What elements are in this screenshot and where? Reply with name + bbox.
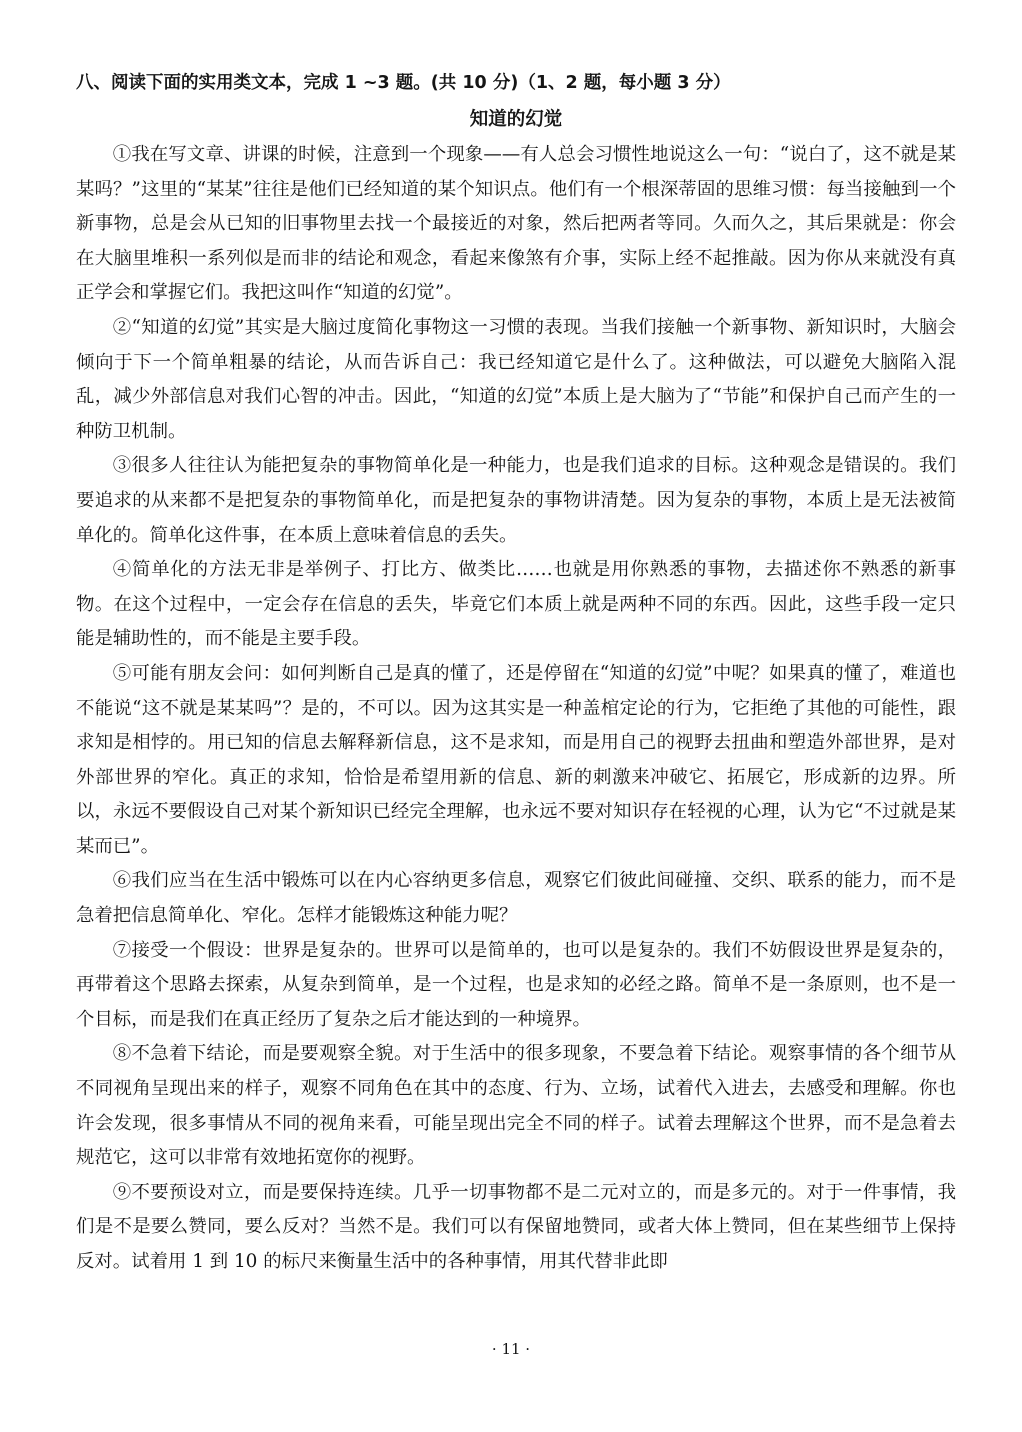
exam-page [76,70,956,1280]
page-number: · 11 · [491,1340,531,1358]
paragraph-6: ⑥我们应当在生活中锻炼可以在内心容纳更多信息，观察它们彼此间碰撞、交织、联系的能力，而不是急着把信息简单化、窄化。怎样才能锻炼这种能力呢？ [76,870,956,927]
article-body [76,138,956,1280]
paragraph-7: ⑦接受一个假设：世界是复杂的。世界可以是简单的，也可以是复杂的。我们不妨假设世界是复杂的，再带着这个思路去探索，从复杂到简单，是一个过程，也是求知的必经之路。简单不是一条原则，也不是一个目标，而是我们在真正经历了复杂之后才能达到的一种境界。 [76,939,956,1030]
article-title: 知道的幻觉 [469,109,563,130]
paragraph-9: ⑨不要预设对立，而是要保持连续。几乎一切事物都不是二元对立的，而是多元的。对于一件事情，我们是不是要么赞同，要么反对？当然不是。我们可以有保留地赞同，或者大体上赞同，但在某些细节上保持反对。试着用 1 到 10 的标尺来衡量生活中的各种事情，用其代替非此即 [76,1181,956,1272]
section-heading: 八、阅读下面的实用类文本，完成 1 ~3 题。(共 10 分)（1、2 题，每小题 3 分） [76,73,731,93]
paragraph-3: ③很多人往往认为能把复杂的事物简单化是一种能力，也是我们追求的目标。这种观念是错误的。我们要追求的从来都不是把复杂的事物简单化，而是把复杂的事物讲清楚。因为复杂的事物，本质上是无法被简单化的。简单化这件事，在本质上意味着信息的丢失。 [76,455,956,546]
paragraph-2: ②“知道的幻觉”其实是大脑过度简化事物这一习惯的表现。当我们接触一个新事物、新知识时，大脑会倾向于下一个简单粗暴的结论，从而告诉自己：我已经知道它是什么了。这种做法，可以避免大脑陷入混乱，减少外部信息对我们心智的冲击。因此，“知道的幻觉”本质上是大脑为了“节能”和保护自己而产生的一种防卫机制。 [76,316,956,442]
paragraph-1: ①我在写文章、讲课的时候，注意到一个现象——有人总会习惯性地说这么一句：“说白了，这不就是某某吗？”这里的“某某”往往是他们已经知道的某个知识点。他们有一个根深蒂固的思维习惯：每当接触到一个新事物，总是会从已知的旧事物里去找一个最接近的对象，然后把两者等同。久而久之，其后果就是：你会在大脑里堆积一系列似是而非的结论和观念，看起来像煞有介事，实际上经不起推敲。因为你从来就没有真正学会和掌握它们。我把这叫作“知道的幻觉”。 [76,144,956,304]
paragraph-4: ④简单化的方法无非是举例子、打比方、做类比……也就是用你熟悉的事物，去描述你不熟悉的新事物。在这个过程中，一定会存在信息的丢失，毕竟它们本质上就是两种不同的东西。因此，这些手段一定只能是辅助性的，而不能是主要手段。 [76,559,956,650]
paragraph-5: ⑤可能有朋友会问：如何判断自己是真的懂了，还是停留在“知道的幻觉”中呢？如果真的懂了，难道也不能说“这不就是某某吗”？是的，不可以。因为这其实是一种盖棺定论的行为，它拒绝了其他的可能性，跟求知是相悖的。用已知的信息去解释新信息，这不是求知，而是用自己的视野去扭曲和塑造外部世界，是对外部世界的窄化。真正的求知，恰恰是希望用新的信息、新的刺激来冲破它、拓展它，形成新的边界。所以，永远不要假设自己对某个新知识已经完全理解，也永远不要对知识存在轻视的心理，认为它“不过就是某某而已”。 [76,662,956,857]
paragraph-8: ⑧不急着下结论，而是要观察全貌。对于生活中的很多现象，不要急着下结论。观察事情的各个细节从不同视角呈现出来的样子，观察不同角色在其中的态度、行为、立场，试着代入进去，去感受和理解。你也许会发现，很多事情从不同的视角来看，可能呈现出完全不同的样子。试着去理解这个世界，而不是急着去规范它，这可以非常有效地拓宽你的视野。 [76,1043,956,1169]
